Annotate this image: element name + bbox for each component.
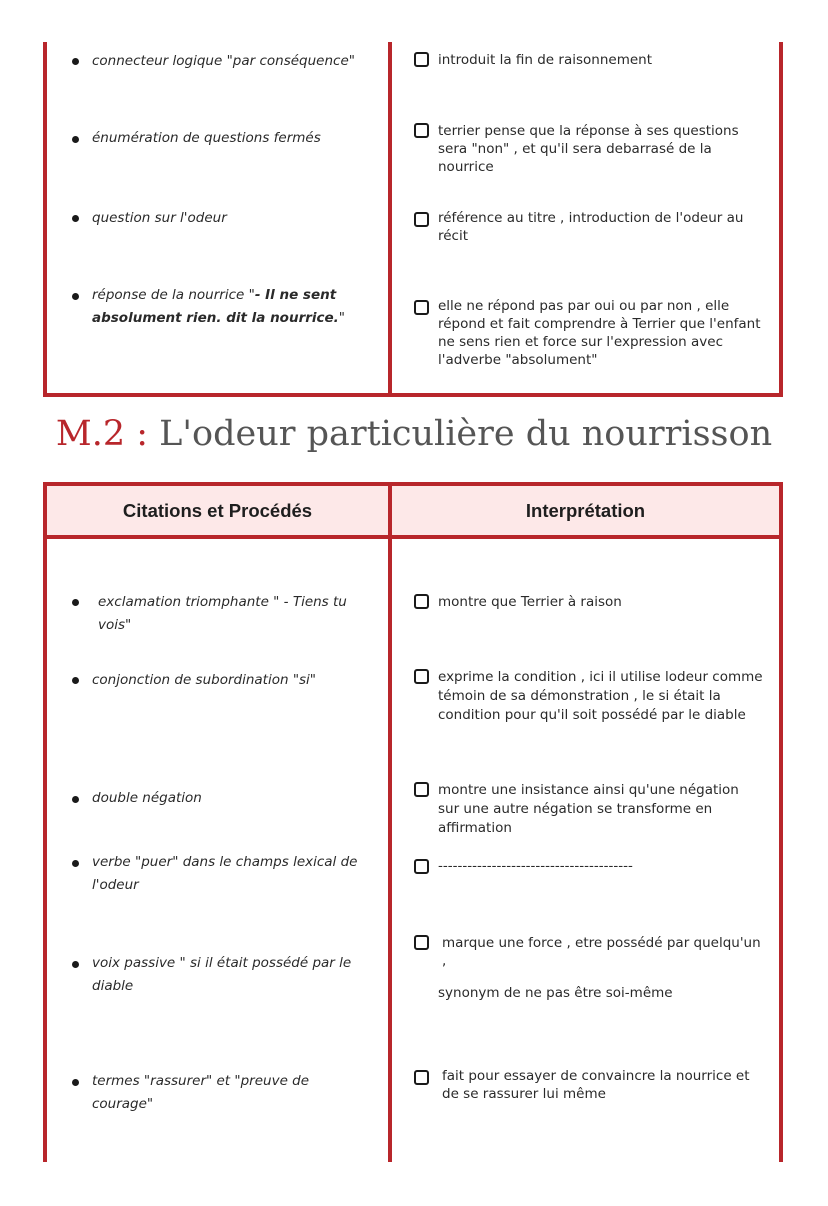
interpretation-text: exprime la condition , ici il utilise lodeur comme témoin de sa démonstration , le si était la condition pour qu'il soit possédé par le diable bbox=[438, 669, 763, 723]
citation-item bbox=[72, 1070, 372, 1116]
checkbox-icon[interactable] bbox=[414, 300, 429, 315]
citation-item bbox=[72, 50, 372, 73]
interpretation-item bbox=[414, 934, 764, 1002]
interpretation-item bbox=[414, 122, 764, 176]
interpretation-item bbox=[414, 781, 764, 838]
citation-item bbox=[72, 284, 372, 330]
citation-text: exclamation triomphante " - Tiens tu vois" bbox=[98, 594, 347, 633]
interpretation-text: introduit la fin de raisonnement bbox=[438, 52, 652, 68]
bullet-icon bbox=[72, 677, 79, 684]
citation-text bbox=[72, 284, 372, 330]
checkbox-icon[interactable] bbox=[414, 123, 429, 138]
citation-text: conjonction de subordination "si" bbox=[92, 672, 317, 688]
citation-text: termes "rassurer" et "preuve de courage" bbox=[92, 1073, 310, 1112]
top-table-right-border bbox=[779, 42, 783, 397]
citation-prefix: réponse de la nourrice " bbox=[92, 287, 255, 303]
bullet-icon bbox=[72, 599, 79, 606]
checkbox-icon[interactable] bbox=[414, 669, 429, 684]
citation-bold: - Il ne sent absolument rien. dit la nourrice. bbox=[92, 287, 339, 326]
section-title bbox=[0, 414, 828, 454]
citation-item bbox=[72, 591, 372, 637]
table-middle-border bbox=[388, 482, 392, 1162]
interpretation-item bbox=[414, 209, 764, 245]
interpretation-text: montre une insistance ainsi qu'une négation sur une autre négation se transforme en affirmation bbox=[438, 782, 739, 836]
interpretation-item bbox=[414, 668, 764, 725]
interpretation-text: fait pour essayer de convaincre la nourrice et de se rassurer lui même bbox=[442, 1068, 750, 1102]
citation-text: verbe "puer" dans le champs lexical de l'odeur bbox=[92, 854, 358, 893]
citation-item bbox=[72, 787, 372, 810]
interpretation-text: référence au titre , introduction de l'odeur au récit bbox=[438, 210, 744, 244]
citation-suffix: " bbox=[338, 310, 346, 326]
citation-item bbox=[72, 952, 372, 998]
top-table-bottom-border bbox=[43, 393, 783, 397]
checkbox-icon[interactable] bbox=[414, 935, 429, 950]
bullet-icon bbox=[72, 215, 79, 222]
checkbox-icon[interactable] bbox=[414, 1070, 429, 1085]
bullet-icon bbox=[72, 58, 79, 65]
interpretation-text: montre que Terrier à raison bbox=[438, 594, 622, 610]
section-title-text: L'odeur particulière du nourrisson bbox=[159, 414, 773, 454]
citation-text: énumération de questions fermés bbox=[92, 130, 321, 146]
citation-text: connecteur logique "par conséquence" bbox=[92, 53, 355, 69]
citation-item bbox=[72, 207, 372, 230]
interpretation-text: elle ne répond pas par oui ou par non , elle répond et fait comprendre à Terrier que l'enfant ne sens rien et force sur l'expression avec l'adverbe "absolument" bbox=[438, 298, 761, 368]
column-header-citations: Citations et Procédés bbox=[122, 500, 313, 521]
bullet-icon bbox=[72, 1079, 79, 1086]
interpretation-item bbox=[414, 51, 764, 69]
interpretation-item bbox=[414, 1067, 764, 1103]
top-table-left-border bbox=[43, 42, 47, 397]
checkbox-icon[interactable] bbox=[414, 52, 429, 67]
bullet-icon bbox=[72, 796, 79, 803]
interpretation-text bbox=[414, 934, 764, 970]
bullet-icon bbox=[72, 136, 79, 143]
interpretation-item bbox=[414, 297, 764, 369]
interpretation-line-1: marque une force , etre possédé par quelqu'un , bbox=[442, 935, 761, 969]
top-table-middle-border bbox=[388, 42, 392, 397]
checkbox-icon[interactable] bbox=[414, 212, 429, 227]
table-right-border bbox=[779, 482, 783, 1162]
bullet-icon bbox=[72, 860, 79, 867]
interpretation-item bbox=[414, 857, 754, 875]
table-left-border bbox=[43, 482, 47, 1162]
interpretation-text: ---------------------------------------- bbox=[438, 858, 633, 874]
column-header-interpretation: Interprétation bbox=[525, 500, 646, 521]
citation-text: question sur l'odeur bbox=[92, 210, 227, 226]
bullet-icon bbox=[72, 293, 79, 300]
section-number: M.2 : bbox=[55, 414, 149, 454]
checkbox-icon[interactable] bbox=[414, 594, 429, 609]
citation-item bbox=[72, 851, 372, 897]
citation-text: voix passive " si il était possédé par le diable bbox=[92, 955, 352, 994]
interpretation-line-2: synonym de ne pas être soi-même bbox=[438, 985, 673, 1001]
citation-text: double négation bbox=[92, 790, 202, 806]
bullet-icon bbox=[72, 961, 79, 968]
citation-item bbox=[72, 669, 372, 692]
checkbox-icon[interactable] bbox=[414, 859, 429, 874]
interpretation-item bbox=[414, 593, 764, 611]
checkbox-icon[interactable] bbox=[414, 782, 429, 797]
interpretation-text: terrier pense que la réponse à ses questions sera "non" , et qu'il sera debarrasé de la nourrice bbox=[438, 123, 739, 175]
citation-item bbox=[72, 127, 372, 150]
